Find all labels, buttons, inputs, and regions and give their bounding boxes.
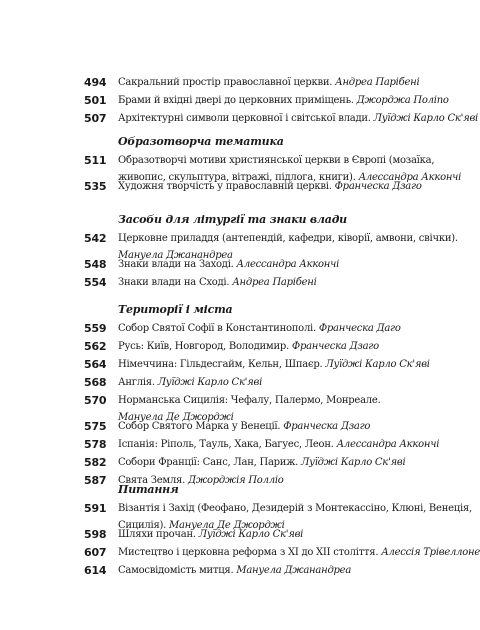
toc-entry[interactable] xyxy=(0,92,449,109)
entry-title: Іспанія: Ріполь, Тауль, Хака, Багуес, Леон. xyxy=(118,439,337,450)
toc-entry[interactable] xyxy=(0,454,441,471)
entry-text xyxy=(118,562,421,579)
page-number: 542 xyxy=(84,232,107,245)
entry-text xyxy=(118,178,421,195)
page-number: 494 xyxy=(84,76,107,89)
entry-title: Церковне приладдя (антепендій, кафедри, ківорії, амвони, свічки). xyxy=(118,233,458,244)
entry-text xyxy=(118,356,430,373)
toc-entry[interactable] xyxy=(0,544,480,561)
page-number: 511 xyxy=(84,154,107,167)
entry-title: Брами й вхідні двері до церковних приміщень. xyxy=(118,95,357,106)
entry-line xyxy=(118,152,435,169)
page-number: 598 xyxy=(84,528,107,541)
page-number: 554 xyxy=(84,276,107,289)
entry-line xyxy=(118,320,421,337)
toc-entry[interactable] xyxy=(0,356,441,373)
entry-line xyxy=(118,436,440,453)
page-number: 578 xyxy=(84,438,107,451)
entry-author: Алессія Трівеллоне xyxy=(381,547,480,558)
entry-author: Мануела Де Джорджі xyxy=(118,412,234,423)
entry-line xyxy=(118,356,430,373)
entry-text xyxy=(118,320,421,337)
entry-title: Самосвідомість митця. xyxy=(118,565,237,576)
entry-author: Алессандра Аккончі xyxy=(336,439,440,450)
entry-author: Алессандра Аккончі xyxy=(236,259,340,270)
entry-text xyxy=(118,418,421,435)
entry-line xyxy=(118,338,421,355)
entry-title: Знаки влади на Заході. xyxy=(118,259,237,270)
entry-title: Сицилія). xyxy=(118,520,170,531)
entry-author: Алессандра Аккончі xyxy=(358,172,462,183)
entry-line xyxy=(118,110,478,127)
page-number: 562 xyxy=(84,340,107,353)
entry-text xyxy=(118,92,449,109)
toc-entry[interactable] xyxy=(0,320,441,337)
entry-author: Мануела Джанандреа xyxy=(236,565,352,576)
entry-text xyxy=(118,374,421,391)
entry-title: Художня творчість у православній церкві. xyxy=(118,181,335,192)
entry-author: Луїджі Карло Ск'яві xyxy=(301,457,406,468)
entry-text xyxy=(118,454,421,471)
entry-author: Луїджі Карло Ск'яві xyxy=(198,529,304,540)
entry-title: Шляхи прочан. xyxy=(118,529,199,540)
entry-author: Джорджа Поліпо xyxy=(356,95,449,106)
page-number: 587 xyxy=(84,474,107,487)
page-number: 591 xyxy=(84,502,107,515)
toc-entry[interactable] xyxy=(0,472,441,489)
entry-line xyxy=(118,526,421,543)
toc-entry[interactable] xyxy=(0,436,441,453)
toc-entry[interactable] xyxy=(0,256,441,273)
entry-line xyxy=(118,230,458,247)
toc-entry[interactable] xyxy=(0,274,441,291)
entry-line xyxy=(118,454,421,471)
page-number: 564 xyxy=(84,358,107,371)
entry-text xyxy=(118,436,440,453)
entry-text xyxy=(118,256,421,273)
entry-author: Франческа Даго xyxy=(318,323,401,334)
entry-title: Візантія і Захід (Феофано, Дезидерій з Монтекассіно, Клюні, Венеція, xyxy=(118,503,472,514)
page-number: 570 xyxy=(84,394,107,407)
entry-title: Русь: Київ, Новгород, Володимир. xyxy=(118,341,292,352)
entry-text xyxy=(118,74,421,91)
entry-title: Архітектурні символи церковної і світської влади. xyxy=(118,113,374,124)
section-title: Засоби для літургії та знаки влади xyxy=(118,213,347,226)
entry-text xyxy=(118,274,421,291)
entry-title: живопис, скульптура, вітражі, підлога, книги). xyxy=(118,172,359,183)
toc-entry[interactable] xyxy=(0,562,441,579)
entry-line xyxy=(118,544,480,561)
entry-line xyxy=(118,500,472,517)
entry-title: Мистецтво і церковна реформа з XI до XII століття. xyxy=(118,547,382,558)
entry-title: Норманська Сицилія: Чефалу, Палермо, Монреале. xyxy=(118,395,381,406)
entry-author: Франческа Дзаго xyxy=(291,341,379,352)
section-title: Території і міста xyxy=(118,303,233,316)
entry-author: Франческа Дзаго xyxy=(283,421,371,432)
entry-line xyxy=(118,392,421,409)
entry-title: Сакральний простір православної церкви. xyxy=(118,77,336,88)
toc-entry[interactable] xyxy=(0,526,441,543)
entry-author: Мануела Де Джорджі xyxy=(169,520,285,531)
toc-entry[interactable] xyxy=(0,338,441,355)
entry-author: Франческа Дзаго xyxy=(334,181,422,192)
toc-entry[interactable] xyxy=(0,418,441,435)
entry-text xyxy=(118,338,421,355)
entry-title: Англія. xyxy=(118,377,158,388)
section-title: Образотворча тематика xyxy=(118,135,284,148)
entry-title: Свята Земля. xyxy=(118,475,188,486)
entry-line xyxy=(118,418,421,435)
page-number: 582 xyxy=(84,456,107,469)
page-number: 575 xyxy=(84,420,107,433)
page-number: 501 xyxy=(84,94,107,107)
entry-author: Мануела Джанандреа xyxy=(118,250,233,261)
entry-title: Собор Святої Софії в Константинополі. xyxy=(118,323,319,334)
entry-author: Андреа Парібені xyxy=(232,277,317,288)
page-number: 535 xyxy=(84,180,107,193)
entry-line xyxy=(118,374,421,391)
entry-author: Андреа Парібені xyxy=(335,77,420,88)
entry-author: Джорджія Полліо xyxy=(187,475,284,486)
entry-line xyxy=(118,562,421,579)
entry-line xyxy=(118,178,421,195)
toc-entry[interactable] xyxy=(0,74,441,91)
page-number: 559 xyxy=(84,322,107,335)
page-number: 607 xyxy=(84,546,107,559)
entry-line xyxy=(118,92,449,109)
entry-text xyxy=(118,110,478,127)
toc-entry[interactable] xyxy=(0,374,441,391)
page-number: 614 xyxy=(84,564,107,577)
entry-title: Знаки влади на Сході. xyxy=(118,277,233,288)
entry-author: Луїджі Карло Ск'яві xyxy=(373,113,478,124)
entry-text xyxy=(118,526,421,543)
entry-line xyxy=(118,74,421,91)
entry-line xyxy=(118,274,421,291)
entry-title: Образотворчі мотиви християнської церкви в Європі (мозаїка, xyxy=(118,155,435,166)
entry-title: Собор Святого Марка у Венеції. xyxy=(118,421,284,432)
entry-title: Собори Франції: Санс, Лан, Париж. xyxy=(118,457,302,468)
entry-text xyxy=(118,544,480,561)
entry-title: Німеччина: Гільдесгайм, Кельн, Шпаєр. xyxy=(118,359,326,370)
toc-entry[interactable] xyxy=(0,110,478,127)
toc-entry[interactable] xyxy=(0,178,441,195)
entry-author: Луїджі Карло Ск'яві xyxy=(325,359,430,370)
section-title: Питання xyxy=(118,483,179,496)
entry-line xyxy=(118,256,421,273)
entry-author: Луїджі Карло Ск'яві xyxy=(157,377,263,388)
page-number: 548 xyxy=(84,258,107,271)
page-number: 568 xyxy=(84,376,107,389)
page-number: 507 xyxy=(84,112,107,125)
